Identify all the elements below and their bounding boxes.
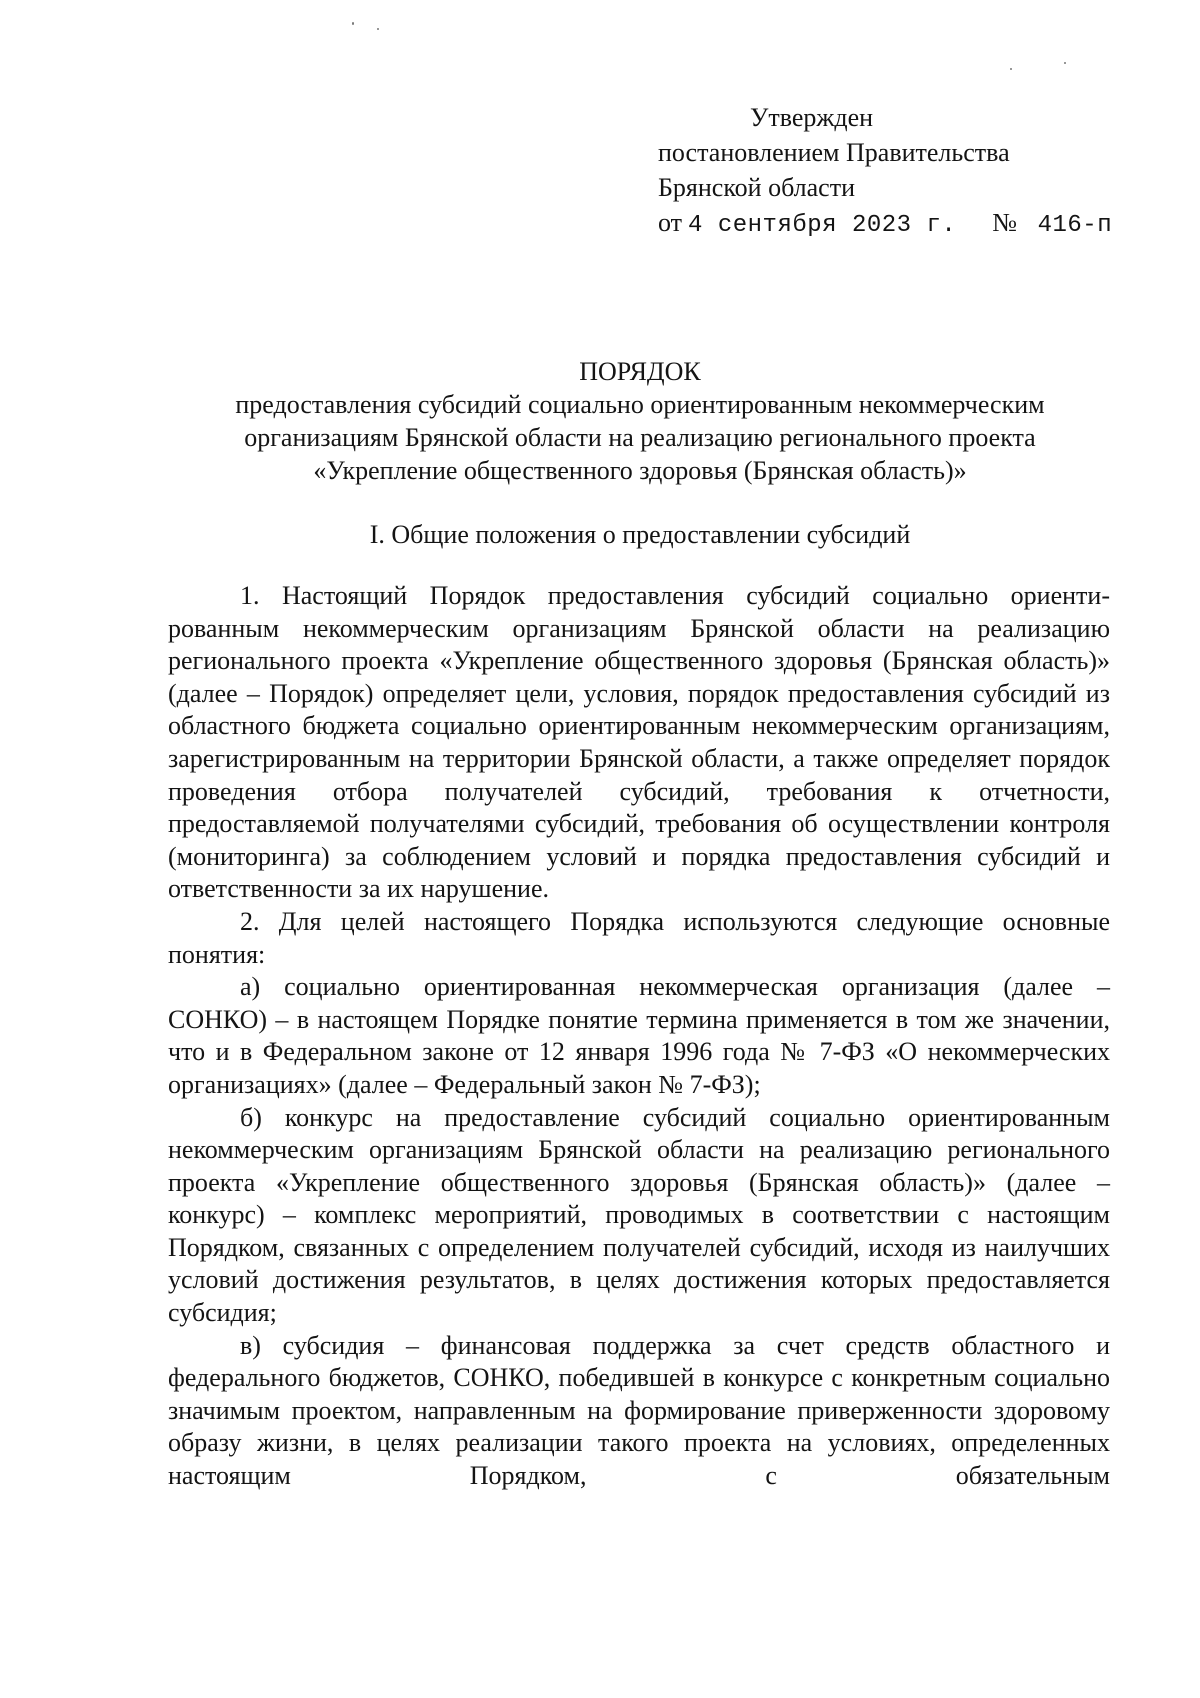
approval-line-1: Утвержден <box>750 103 874 132</box>
approval-date-number <box>688 208 1113 239</box>
scan-speck <box>377 28 379 30</box>
approval-date-prefix: от <box>658 208 683 237</box>
title-subtitle-line-1: предоставления субсидий социально ориентированным некоммерческим <box>235 390 1045 419</box>
scan-speck <box>352 22 354 25</box>
title-heading: ПОРЯДОК <box>579 357 701 386</box>
scan-speck <box>1010 68 1012 70</box>
approval-number: 416-п <box>1037 212 1113 239</box>
paragraph-2a: а) социально ориентированная некоммерческая организация (далее – СОНКО) – в настоящем Порядке понятие термина применяется в том же значении, что и в Федеральном законе от 12 января 1996 года № 7-ФЗ «О некоммерческих организациях» (далее – Федеральный закон № 7-ФЗ); <box>168 972 1110 1099</box>
section-heading: I. Общие положения о предоставлении субсидий <box>369 520 911 549</box>
approval-stamp <box>658 100 1158 243</box>
paragraph-2b: б) конкурс на предоставление субсидий социально ориентированным некоммерческим организациям Брянской области на реализацию регионального проекта «Укрепление общественного здоровья (Брянская область)» (далее – конкурс) – комплекс мероприятий, проводимых в соответствии с настоящим Порядком, связанных с определением получателей субсидий, исходя из наилучших условий достижения результатов, в целях достижения которых предоставляется субсидия; <box>168 1102 1110 1328</box>
title-subtitle-line-2: организациям Брянской области на реализацию регионального проекта <box>244 423 1036 452</box>
paragraph-2: 2. Для целей настоящего Порядка используются следующие основные понятия: <box>168 906 1110 969</box>
approval-line-3: Брянской области <box>658 173 855 202</box>
approval-date-line <box>658 205 1158 243</box>
approval-date: 4 сентября 2023 г. <box>688 212 957 239</box>
document-body <box>168 580 1110 1493</box>
approval-line-2: постановлением Правительства <box>658 138 1010 167</box>
document-title <box>160 355 1120 487</box>
scan-speck <box>1064 62 1066 64</box>
approval-number-sign: № <box>992 208 1018 237</box>
paragraph-2v: в) субсидия – финансовая поддержка за счет средств областного и федерального бюджетов, СОНКО, победившей в конкурсе с конкретным социально значимым проектом, направленным на формирование приверженности здоровому образу жизни, в целях реализации такого проекта на условиях, определенных настоящим Порядком, с обязательным <box>168 1330 1110 1491</box>
paragraph-1: 1. Настоящий Порядок предоставления субсидий социально ориентированным некоммерческим организациям Брянской области на реализацию регионального проекта «Укрепление общественного здоровья (Брянская область)» (далее – Порядок) определяет цели, условия, порядок предоставления субсидий из областного бюджета социально ориентированным некоммерческим организациям, зарегистрированным на территории Брянской области, а также определяет порядок проведения отбора получателей субсидий, требования к отчетности, предоставляемой получателями субсидий, требования об осуществлении контроля (мониторинга) за соблюдением условий и порядка предоставления субсидий и ответственности за их нарушение. <box>168 581 1110 904</box>
title-subtitle-line-3: «Укрепление общественного здоровья (Брянская область)» <box>313 456 967 485</box>
